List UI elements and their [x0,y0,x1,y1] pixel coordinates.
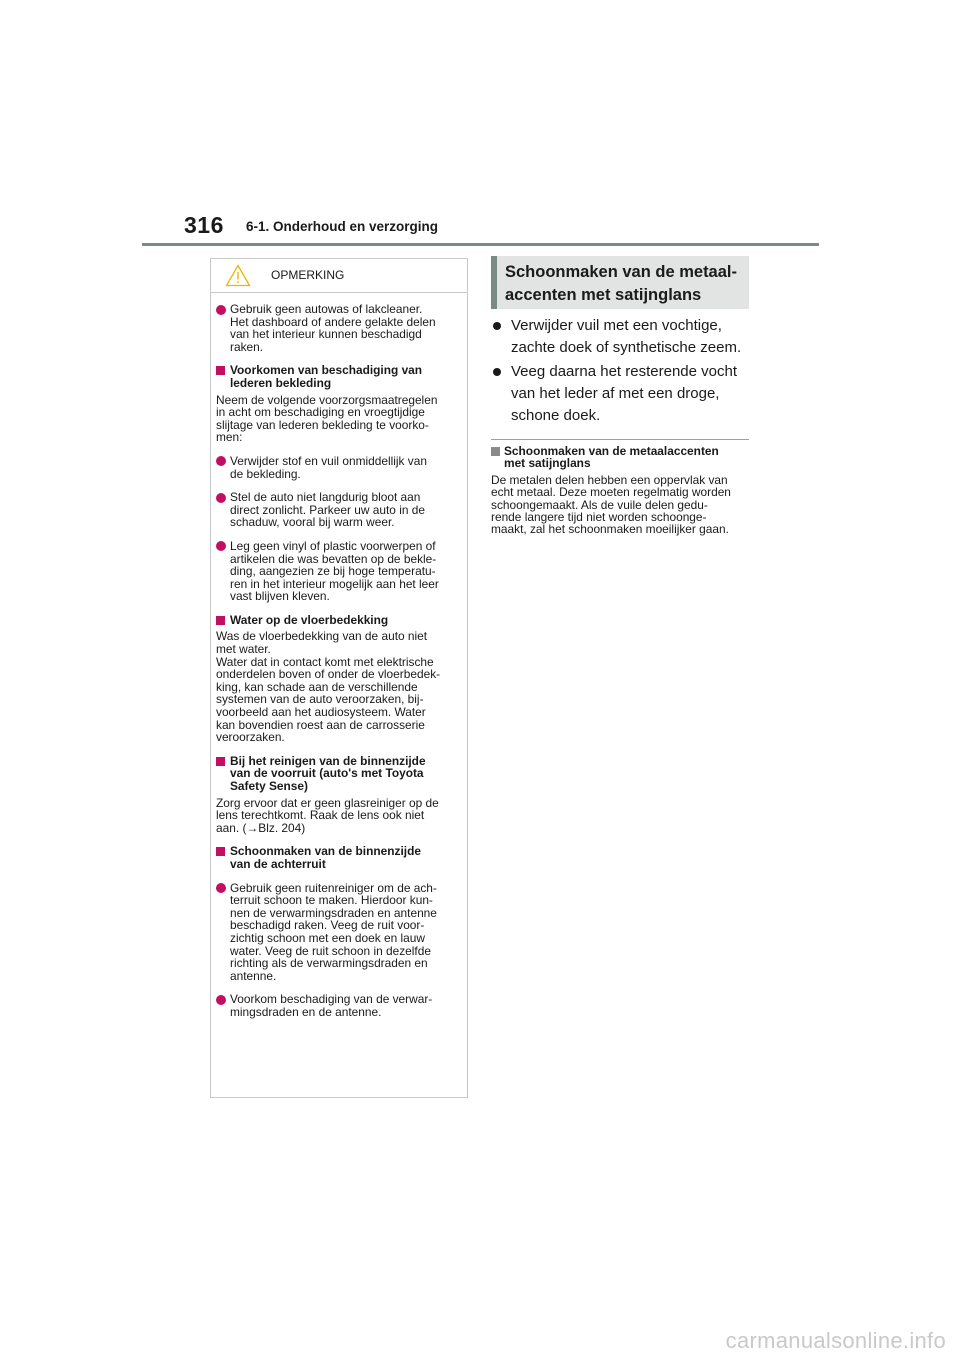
square-bullet-icon [491,447,500,456]
list-item [216,455,460,480]
page-number: 316 [184,212,224,238]
sub-heading-text: Schoonmaken van de metaalaccenten met satijnglans [504,444,719,471]
bullet-dot-icon [216,493,226,503]
list-item [216,491,460,529]
list-item-text: Gebruik geen autowas of lakcleaner. Het dashboard of andere gelakte delen van het interieur kunnen beschadigd raken. [230,302,436,354]
bullet-dot-icon [493,368,501,376]
sub-heading [216,364,460,389]
bullet-dot-icon [216,541,226,551]
sub-heading-text: Water op de vloerbedekking [230,612,389,627]
sub-heading [216,845,460,870]
instruction-list [493,315,753,429]
list-item [493,361,753,427]
bullet-dot-icon [216,883,226,893]
watermark: carmanualsonline.info [725,1328,946,1353]
list-item-text: Leg geen vinyl of plastic voorwerpen of artikelen die was bevatten op de bekle- ding, aangezien ze bij hoge temperatu- ren in het interieur mogelijk aan het leer vast blijven kleven. [230,538,439,604]
sub-heading-text: Voorkomen van beschadiging van lederen bekleding [230,363,423,390]
bullet-dot-icon [216,305,226,315]
list-item-text: Voorkom beschadiging van de verwar- mingsdraden en de antenne. [230,992,433,1019]
list-item [216,540,460,603]
square-bullet-icon [216,616,225,625]
section-banner [491,256,749,309]
list-item-text: Veeg daarna het resterende vocht van het leder af met een droge, schone doek. [511,363,737,424]
list-item-text: Verwijder stof en vuil onmiddellijk van de bekleding. [230,453,427,481]
sub-heading-text: Schoonmaken van de binnenzijde van de achterruit [230,844,421,871]
header-rule [142,243,819,246]
divider [491,439,749,440]
square-bullet-icon [216,757,225,766]
notice-title: OPMERKING [271,268,345,283]
notice-box [210,258,468,1098]
paragraph: Was de vloerbedekking van de auto niet met water. Water dat in contact komt met elektrische onderdelen boven of onder de vloerbedek- king, kan schade aan de verschillende systemen van de auto veroorzaken, bij- voorbeeld aan het audiosysteem. Water kan bovendien roest aan de carrosserie veroorzaken. [216,629,441,745]
sub-heading [491,445,751,470]
sub-heading-text: Bij het reinigen van de binnenzijde van de voorruit (auto's met Toyota Safety Sense) [230,753,426,793]
bullet-dot-icon [216,995,226,1005]
sub-heading [216,755,460,793]
section-title: 6-1. Onderhoud en verzorging [246,219,439,234]
list-item [216,303,460,353]
paragraph: De metalen delen hebben een oppervlak van echt metaal. Deze moeten regelmatig worden schoongemaakt. Als de vuile delen gedu- rende langere tijd niet worden schoonge- maakt, zal het schoonmaken moeilijker gaan. [491,472,731,537]
bullet-dot-icon [216,456,226,466]
list-item-text: Verwijder vuil met een vochtige, zachte doek of synthetische zeem. [511,317,742,356]
list-item [216,882,460,983]
info-note [491,445,751,536]
list-item-text: Gebruik geen ruitenreiniger om de ach- terruit schoon te maken. Hierdoor kun- nen de verwarmingsdraden en antenne beschadigd raken. Veeg de ruit voor- zichtig schoon met een doek en lauw water. Veeg de ruit schoon in dezelfde richting als de verwarmingsdraden en antenne. [230,880,437,983]
bullet-dot-icon [493,322,501,330]
notice-header [211,259,467,293]
section-banner-title: Schoonmaken van de metaal- accenten met satijnglans [505,263,737,304]
square-bullet-icon [216,847,225,856]
paragraph: Zorg ervoor dat er geen glasreiniger op de lens terechtkomt. Raak de lens ook niet aan. (→Blz. 204) [216,795,439,835]
list-item [493,315,753,359]
square-bullet-icon [216,366,225,375]
paragraph: Neem de volgende voorzorgsmaatregelen in acht om beschadiging en vroegtijdige slijtage van lederen bekleding te voorko- men: [216,392,438,445]
list-item-text: Stel de auto niet langdurig bloot aan direct zonlicht. Parkeer uw auto in de schaduw, vooral bij warm weer. [230,490,425,530]
warning-triangle-icon [225,264,251,287]
list-item [216,993,460,1018]
sub-heading [216,614,460,627]
